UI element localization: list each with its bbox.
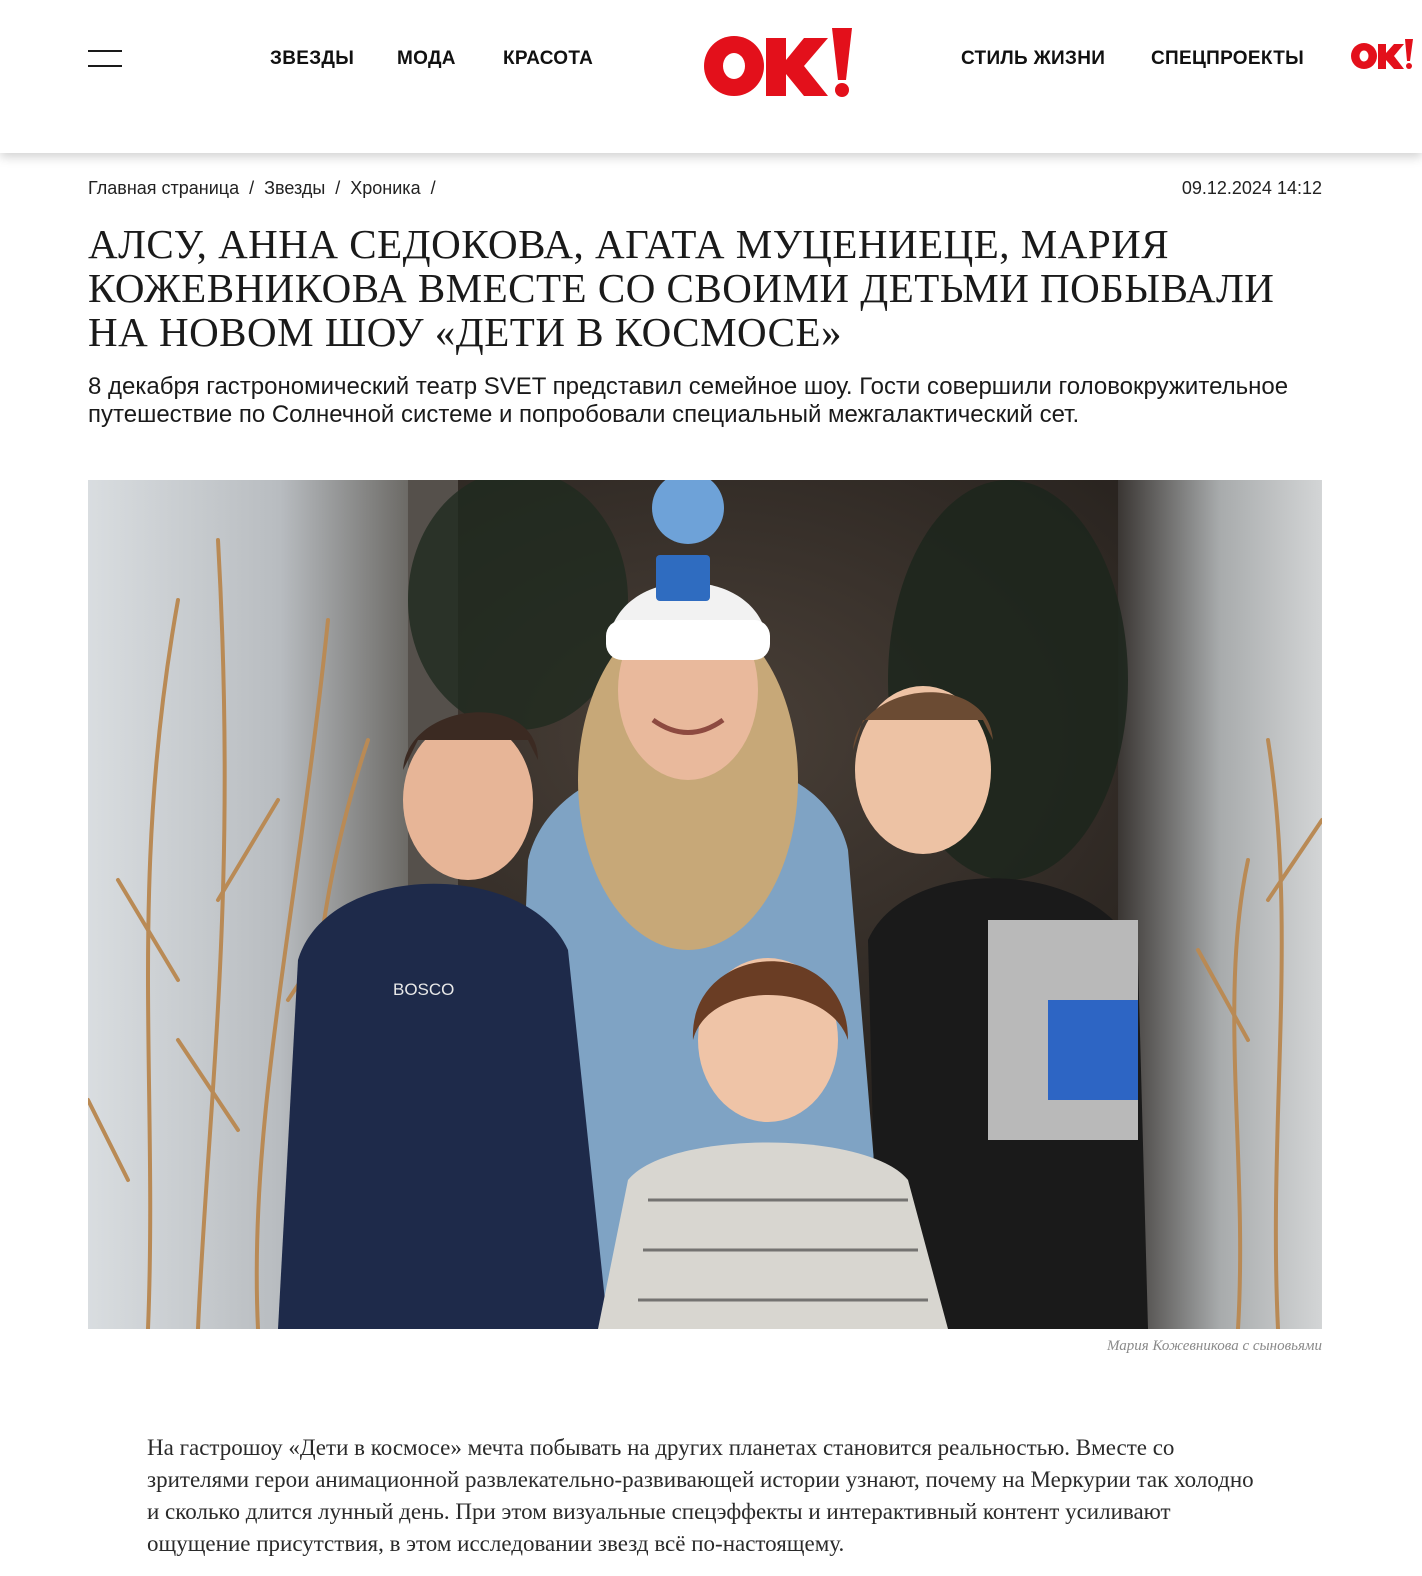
article-photo[interactable] bbox=[88, 480, 1322, 1329]
nav-item-stars[interactable]: ЗВЕЗДЫ bbox=[270, 48, 355, 69]
article-title: АЛСУ, АННА СЕДОКОВА, АГАТА МУЦЕНИЕЦЕ, МАРИЯ КОЖЕВНИКОВА ВМЕСТЕ СО СВОИМИ ДЕТЬМИ ПОБЫВАЛИ НА НОВОМ ШОУ «ДЕТИ В КОСМОСЕ» bbox=[88, 221, 1275, 355]
publish-date: 09.12.2024 14:12 bbox=[1181, 178, 1322, 198]
menu-icon[interactable] bbox=[88, 50, 122, 68]
ok-logo-small[interactable] bbox=[1350, 38, 1414, 72]
svg-text:BOSCO: BOSCO bbox=[393, 980, 455, 999]
nav-item-fashion[interactable]: МОДА bbox=[397, 48, 456, 69]
breadcrumb-separator: / bbox=[430, 178, 436, 198]
breadcrumb bbox=[88, 178, 446, 199]
article-paragraph: На гастрошоу «Дети в космосе» мечта побывать на других планетах становится реальностью. Вместе со зрителями герои анимационной развлекательно-развивающей истории узнают, почему на Меркурии так холодно и сколько длится лунный день. При этом визуальные спецэффекты и интерактивный контент усиливают ощущение присутствия, в этом исследовании звезд всё по-настоящему. bbox=[147, 1435, 1254, 1556]
ok-logo[interactable] bbox=[700, 24, 856, 100]
breadcrumb-stars[interactable]: Звезды bbox=[264, 178, 326, 198]
breadcrumb-chronicle[interactable]: Хроника bbox=[350, 178, 421, 198]
breadcrumb-separator: / bbox=[335, 178, 341, 198]
breadcrumb-separator: / bbox=[249, 178, 255, 198]
article-lead: 8 декабря гастрономический театр SVET представил семейное шоу. Гости совершили головокружительное путешествие по Солнечной системе и попробовали специальный межгалактический сет. bbox=[88, 373, 1289, 428]
nav-item-lifestyle[interactable]: СТИЛЬ ЖИЗНИ bbox=[961, 48, 1106, 69]
photo-caption: Мария Кожевникова с сыновьями bbox=[1106, 1338, 1322, 1354]
nav-item-beauty[interactable]: КРАСОТА bbox=[503, 48, 594, 69]
site-header bbox=[0, 0, 1422, 153]
nav-item-special-projects[interactable]: СПЕЦПРОЕКТЫ bbox=[1151, 48, 1305, 69]
breadcrumb-home[interactable]: Главная страница bbox=[88, 178, 240, 198]
